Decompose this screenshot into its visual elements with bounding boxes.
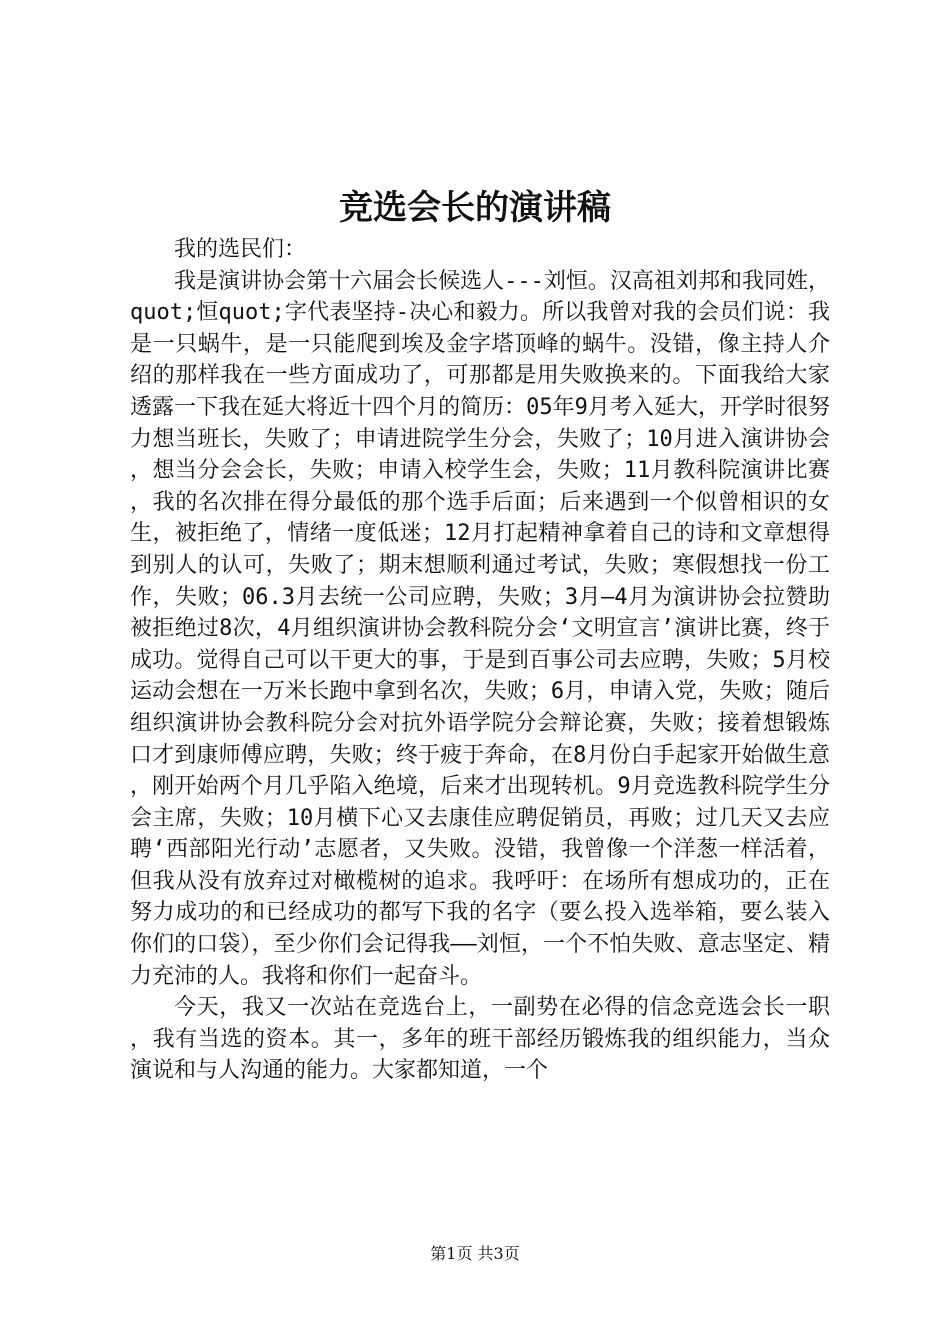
paragraph-introduction: 我是演讲协会第十六届会长候选人---刘恒。汉高祖刘邦和我同姓，quot;恒quot;字代表坚持-决心和毅力。所以我曾对我的会员们说：我是一只蜗牛，是一只能爬到埃及金字塔顶峰的蜗牛。没错，像主持人介绍的那样我在一些方面成功了，可那都是用失败换来的。下面我给大家透露一下我在延大将近十四个月的简历：05年9月考入延大，开学时很努力想当班长，失败了；申请进院学生分会，失败了；10月进入演讲协会，想当分会会长，失败；申请入校学生会，失败；11月教科院演讲比赛，我的名次排在得分最低的那个选手后面；后来遇到一个似曾相识的女生，被拒绝了，情绪一度低迷；12月打起精神拿着自己的诗和文章想得到别人的认可，失败了；期末想顺利通过考试，失败；寒假想找一份工作，失败；06.3月去统一公司应聘，失败；3月—4月为演讲协会拉赞助被拒绝过8次，4月组织演讲协会教科院分会‘文明宣言’演讲比赛，终于成功。觉得自己可以干更大的事，于是到百事公司去应聘，失败；5月校运动会想在一万米长跑中拿到名次，失败；6月，申请入党，失败；随后组织演讲协会教科院分会对抗外语学院分会辩论赛，失败；接着想锻炼口才到康师傅应聘，失败；终于疲于奔命，在8月份白手起家开始做生意，刚开始两个月几乎陷入绝境，后来才出现转机。9月竞选教科院学生分会主席，失败；10月横下心又去康佳应聘促销员，再败；过几天又去应聘‘西部阳光行动’志愿者，又失败。没错，我曾像一个洋葱一样活着，但我从没有放弃过对橄榄树的追求。我呼吁：在场所有想成功的，正在努力成功的和已经成功的都写下我的名字（要么投入选举箱，要么装入你们的口袋），至少你们会记得我——刘恒，一个不怕失败、意志坚定、精力充沛的人。我将和你们一起奋斗。 [130, 268, 830, 989]
page-footer: 第1页 共3页 [430, 1244, 520, 1263]
document-body [130, 234, 830, 1087]
paragraph-greeting: 我的选民们： [174, 237, 307, 262]
document-title: 竞选会长的演讲稿 [339, 188, 611, 228]
paragraph-qualifications: 今天，我又一次站在竞选台上，一副势在必得的信念竞选会长一职，我有当选的资本。其一，多年的班干部经历锻炼我的组织能力，当众演说和与人沟通的能力。大家都知道，一个 [130, 995, 830, 1084]
